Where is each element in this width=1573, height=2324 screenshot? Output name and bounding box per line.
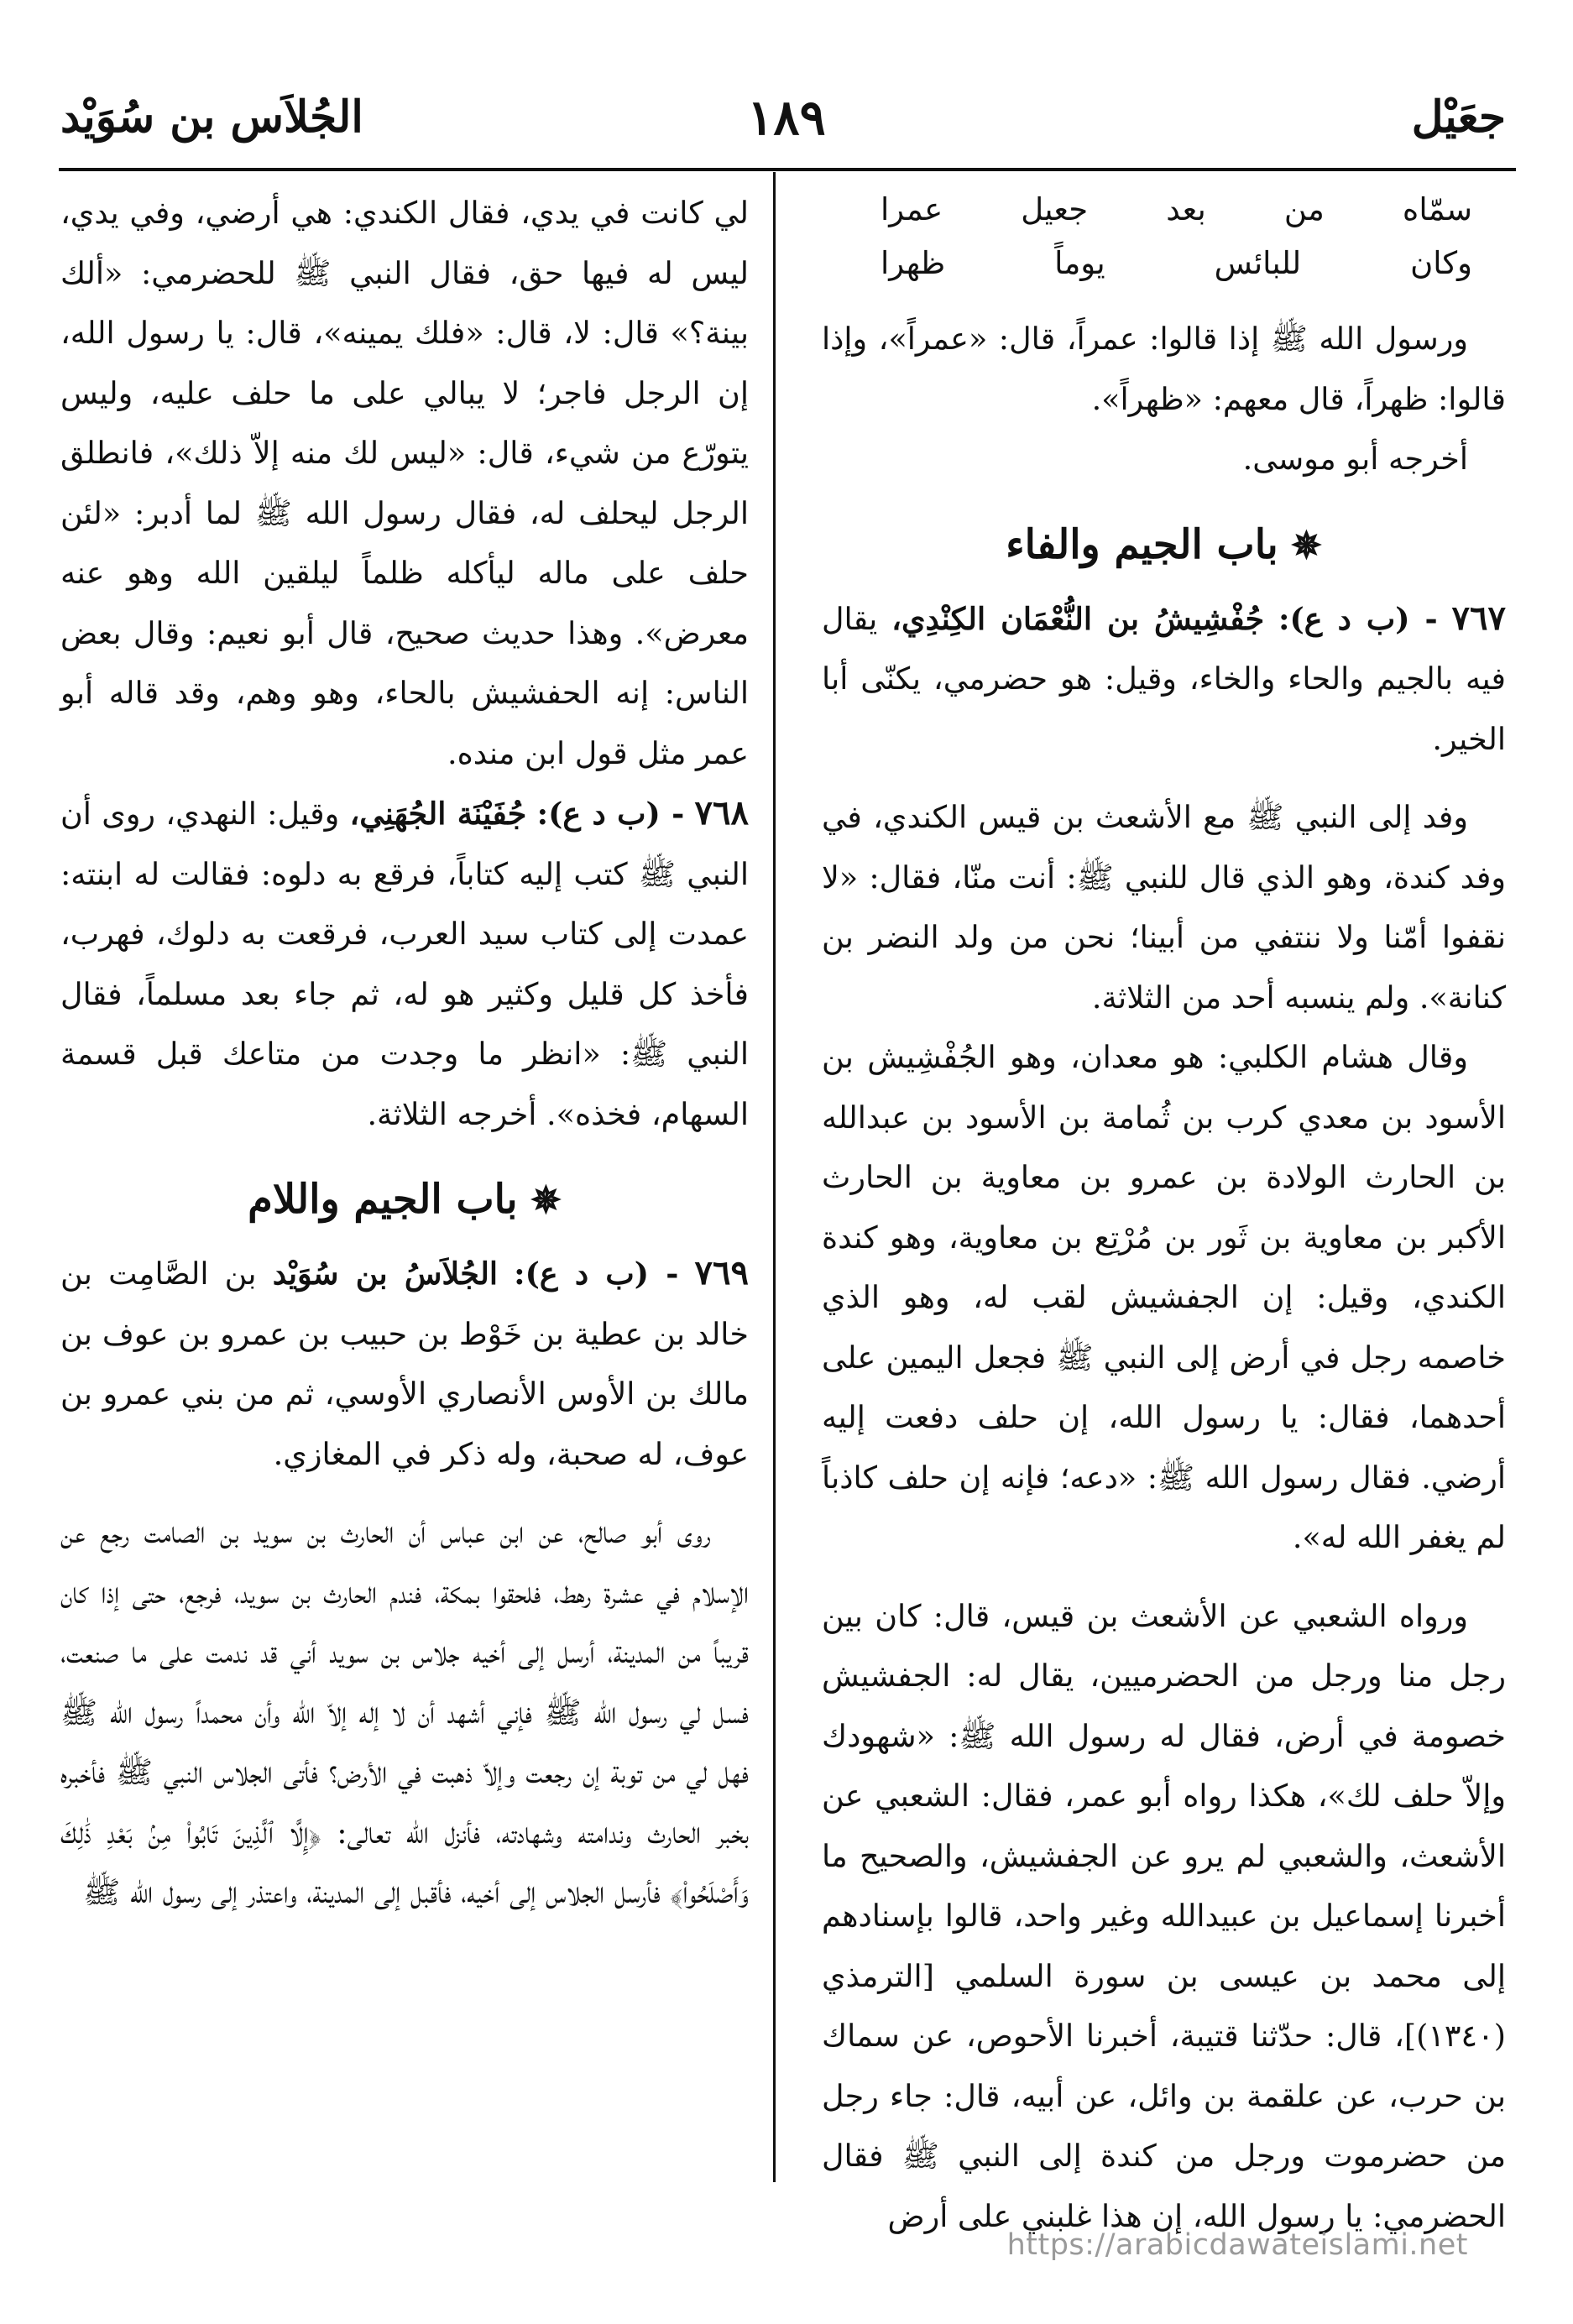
entry-number: ٧٦٩ — [694, 1253, 749, 1293]
poem-line-2: وكان للبائس يوماً ظهرا — [881, 245, 1472, 281]
entry-code: - (ب د ع): — [514, 1256, 679, 1292]
column-divider — [773, 172, 776, 2182]
paragraph: أخرجه أبو موسى. — [1242, 441, 1468, 477]
entry-769 — [60, 1243, 749, 1484]
header-rule — [59, 168, 1516, 171]
entry-name: جُفَيْنَة الجُهَنِي، — [349, 796, 527, 832]
entry-number: ٧٦٧ — [1451, 598, 1506, 638]
entry-text: بن الصَّامِت بن خالد بن عطية بن خَوْط بن حبيب بن عمرو بن عوف بن مالك بن الأوس الأنصاري الأوسي، ثم من بني عمرو بن عوف، له صحبة، وله ذكر في المغازي. — [60, 1256, 749, 1472]
poem-line-1: سمّاه من بعد جعيل عمرا — [881, 191, 1472, 227]
asterisk-icon: ✵ — [1278, 524, 1322, 567]
paragraph: ورواه الشعبي عن الأشعث بن قيس، قال: كان بين رجل منا ورجل من الحضرميين، يقال له: الجفشيش خصومة في أرض، فقال له رسول الله ﷺ: «شهودك وإلاّ حلف لك»، هكذا رواه أبو عمر، فقال: الشعبي عن الأشعث، والشعبي لم يرو عن الجفشيش، والصحيح ما أخبرنا إسماعيل بن عبيدالله وغير واحد، قالوا بإسنادهم إلى محمد بن عيسى بن سورة السلمي [الترمذي (١٣٤٠)]، قال: حدّثنا قتيبة، أخبرنا الأحوص، عن سماك بن حرب، عن علقمة بن وائل، عن أبيه، قال: جاء رجل من حضرموت ورجل من كندة إلى النبي ﷺ فقال الحضرمي: يا رسول الله، إن هذا غلبني على أرض — [822, 1597, 1506, 2234]
watermark-url: https://arabicdawateislami.net — [1006, 2228, 1468, 2262]
section-heading — [822, 506, 1506, 585]
paragraph: وقال هشام الكلبي: هو معدان، وهو الجُفْشِيش بن الأسود بن معدي كرب بن ثُمامة بن الأسود بن عبدالله بن الحارث الولادة بن عمرو بن معاوية بن الحارث الأكبر بن معاوية بن ثَور بن مُرْتِع بن معاوية، وهو كندة الكندي، وقيل: إن الجفشيش لقب له، وهو الذي خاصمه رجل في أرض إلى النبي ﷺ فجعل اليمين على أحدهما، فقال: يا رسول الله، إن حلف دفعت إليه أرضي. فقال رسول الله ﷺ: «دعه؛ فإنه إن حلف كاذباً لم يغفر الله له». — [822, 1039, 1506, 1555]
entry-name: الجُلاَسُ بن سُوَيْد — [272, 1256, 499, 1292]
entry-767 — [822, 588, 1506, 770]
poem — [822, 183, 1506, 290]
entry-text: يقال فيه بالجيم والحاء والخاء، وقيل: هو حضرمي، يكنّى أبا الخير. — [822, 600, 1506, 757]
entry-code: - (ب د ع): — [536, 796, 685, 832]
running-head-right: جعَيْل — [1411, 91, 1506, 143]
section-heading-text: باب الجيم واللام — [248, 1176, 518, 1223]
paragraph: روى أبو صالح، عن ابن عباس أن الحارث بن سويد بن الصامت رجع عن الإسلام في عشرة رهط، فلحقوا بمكة، فندم الحارث بن سويد، فرجع، حتى إذا كان قريباً من المدينة، أرسل إلى أخيه جلاس بن سويد أني قد ندمت على ما صنعت، فسل لي رسول الله ﷺ فإني أشهد أن لا إله إلاّ الله وأن محمداً رسول الله ﷺ فهل لي من توبة إن رجعت وإلاّ ذهبت في الأرض؟ فأتى الجلاس النبي ﷺ فأخبره بخبر الحارث وندامته وشهادته، فأنزل الله تعالى: ﴿إِلَّا ٱلَّذِينَ تَابُوا۟ مِنۢ بَعْدِ ذَٰلِكَ وَأَصْلَحُوا۟﴾ فأرسل الجلاس إلى أخيه، فأقبل إلى المدينة، واعتذر إلى رسول الله ﷺ — [60, 1514, 749, 1910]
entry-768 — [60, 783, 749, 1144]
left-column — [60, 183, 749, 2215]
entry-text: وقيل: النهدي، روى أن النبي ﷺ كتب إليه كتاباً، فرقع به دلوه: فقالت له ابنته: عمدت إلى كتاب سيد العرب، فرقعت به دلوك، فهرب، فأخذ كل قليل وكثير هو له، ثم جاء بعد مسلماً، فقال النبي ﷺ: «انظر ما وجدت من متاعك قبل قسمة السهام، فخذه». أخرجه الثلاثة. — [60, 796, 749, 1132]
page-number: ١٨٩ — [747, 89, 826, 146]
asterisk-icon: ✵ — [517, 1179, 562, 1222]
section-heading-text: باب الجيم والفاء — [1006, 520, 1278, 568]
entry-number: ٧٦٨ — [694, 793, 749, 833]
entry-name: جُفْشِيشُ بن النُّعْمَان الكِنْدِي، — [891, 600, 1265, 637]
section-heading — [60, 1161, 749, 1240]
paragraph: وفد إلى النبي ﷺ مع الأشعث بن قيس الكندي، في وفد كندة، وهو الذي قال للنبي ﷺ: أنت منّا، فقال: «لا نقفوا أمّنا ولا ننتفي من أبينا؛ نحن من ولد النضر بن كنانة». ولم ينسبه أحد من الثلاثة. — [822, 799, 1506, 1016]
running-head-left: الجُلاَس بن سُوَيْد — [60, 91, 363, 143]
entry-code: - (ب د ع): — [1278, 600, 1438, 637]
paragraph: ورسول الله ﷺ إذا قالوا: عمراً، قال: «عمراً»، وإذا قالوا: ظهراً، قال معهم: «ظهراً». — [822, 321, 1506, 417]
right-column — [822, 183, 1506, 2234]
paragraph: لي كانت في يدي، فقال الكندي: هي أرضي، وفي يدي، ليس له فيها حق، فقال النبي ﷺ للحضرمي: «ألك بينة؟» قال: لا، قال: «فلك يمينه»، قال: يا رسول الله، إن الرجل فاجر؛ لا يبالي على ما حلف عليه، وليس يتورّع من شيء، قال: «ليس لك منه إلاّ ذلك»، فانطلق الرجل ليحلف له، فقال رسول الله ﷺ لما أدبر: «لئن حلف على ماله ليأكله ظلماً ليلقين الله وهو عنه معرض». وهذا حديث صحيح، قال أبو نعيم: وقال بعض الناس: إنه الحفشيش بالحاء، وهو وهم، وقد قاله أبو عمر مثل قول ابن منده. — [60, 195, 749, 771]
